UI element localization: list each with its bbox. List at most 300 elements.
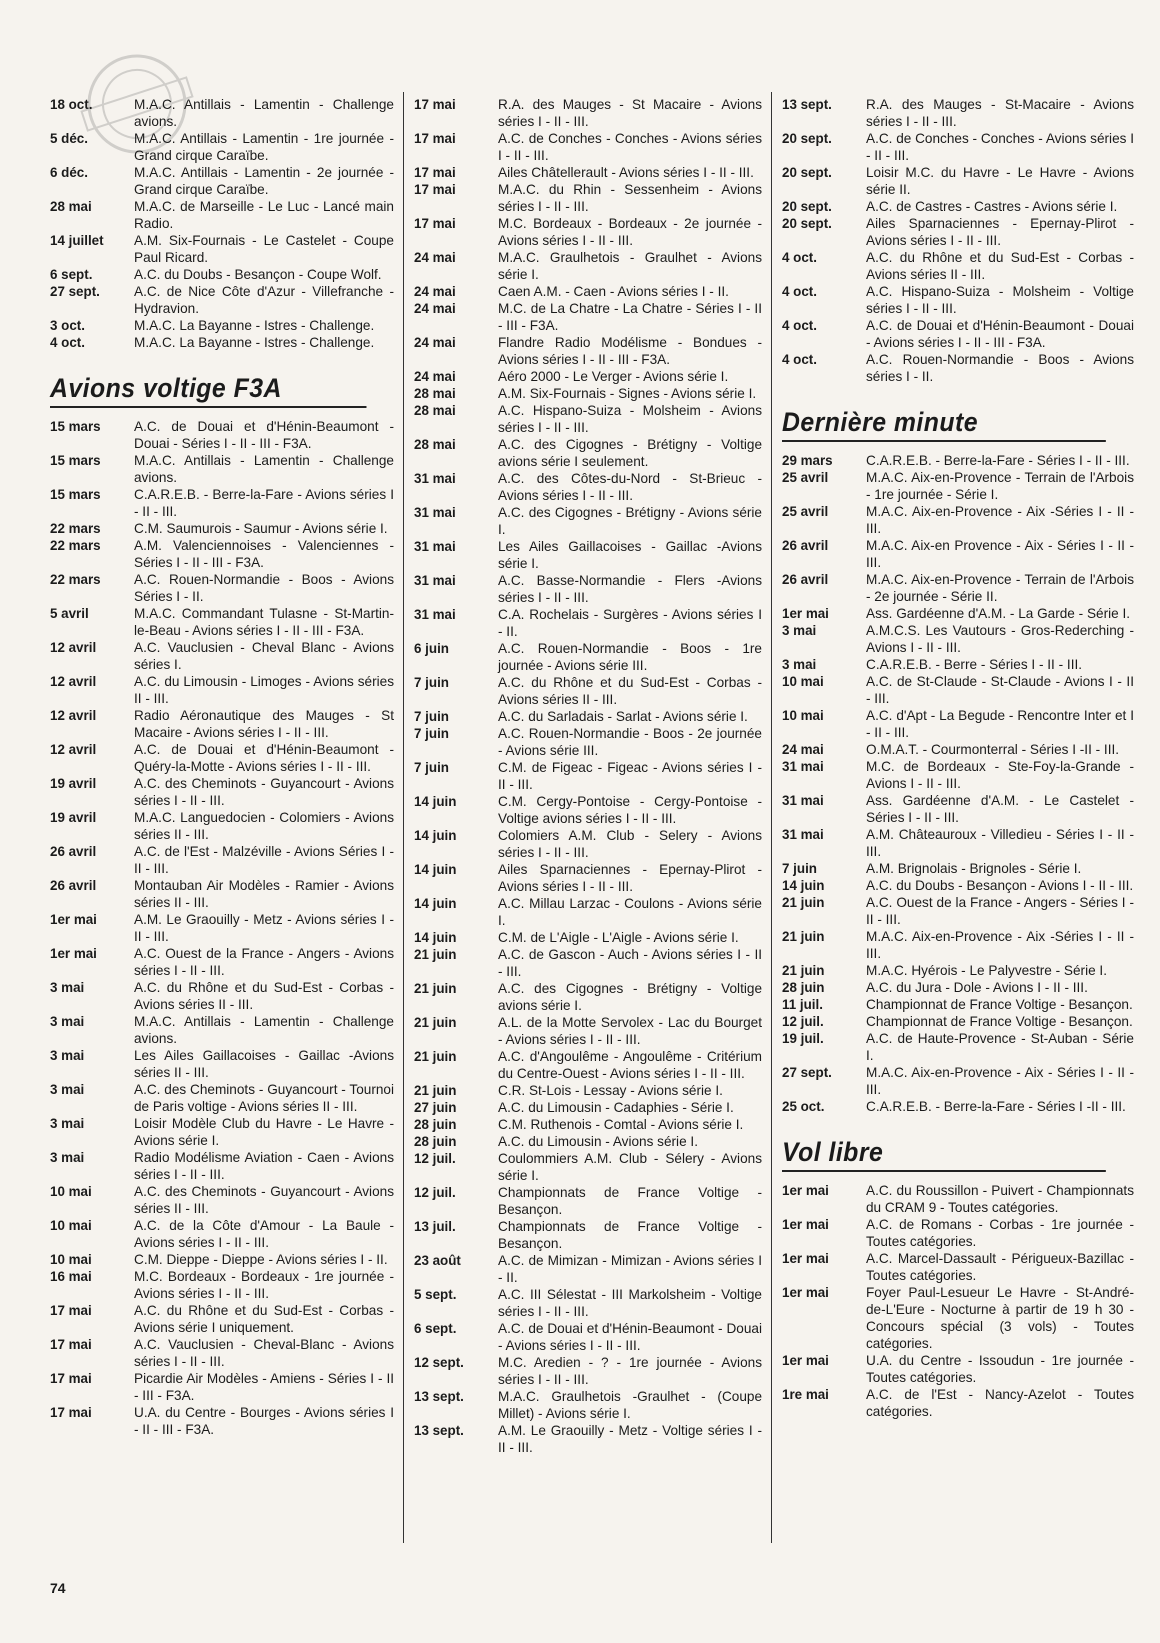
entry-description: M.A.C. Aix-en-Provence - Aix - Séries I - II - III. (866, 1065, 1134, 1097)
calendar-entry (50, 639, 394, 673)
entry-date: 10 mai (50, 1218, 92, 1233)
entry-description: A.C. d'Angoulême - Angoulême - Critérium du Centre-Ouest - Avions séries I - II - III. (498, 1049, 762, 1081)
entry-date: 21 juin (414, 981, 457, 996)
entry-description: A.C. Vauclusien - Cheval Blanc - Avions séries I. (134, 640, 394, 672)
entry-date: 1er mai (782, 1353, 829, 1368)
calendar-entry (50, 1302, 394, 1336)
calendar-entry (414, 1354, 762, 1388)
entry-description: A.C. de l'Est - Malzéville - Avions Séries I - II - III. (134, 844, 394, 876)
calendar-entry (782, 96, 1134, 130)
entry-description: C.M. Dieppe - Dieppe - Avions séries I - II. (134, 1252, 388, 1267)
calendar-entry (414, 1252, 762, 1286)
entry-date: 12 juil. (414, 1185, 456, 1200)
entry-description: Loisir M.C. du Havre - Le Havre - Avions série II. (866, 165, 1134, 197)
calendar-entry (50, 1115, 394, 1149)
entry-date: 17 mai (50, 1405, 92, 1420)
entry-date: 10 mai (782, 674, 824, 689)
entry-description: A.C. Rouen-Normandie - Boos - 1re journée - Avions série III. (498, 641, 762, 673)
entry-description: C.A. Rochelais - Surgères - Avions séries I - II. (498, 607, 762, 639)
calendar-entry (50, 605, 394, 639)
entry-description: M.A.C. Aix-en-Provence - Aix -Séries I - II - III. (866, 929, 1134, 961)
calendar-list (50, 96, 394, 351)
calendar-entry (414, 181, 762, 215)
entry-date: 21 juin (414, 1049, 457, 1064)
entry-description: A.C. de Douai et d'Hénin-Beaumont - Douai - Avions séries I - II - III. (498, 1321, 762, 1353)
entry-description: Les Ailes Gaillacoises - Gaillac -Avions série I. (498, 539, 762, 571)
entry-description: A.C. de Douai et d'Hénin-Beaumont - Douai - Avions séries I - II - III - F3A. (866, 318, 1134, 350)
entry-date: 27 juin (414, 1100, 457, 1115)
entry-description: A.C. de Nice Côte d'Azur - Villefranche - Hydravion. (134, 284, 394, 316)
entry-description: A.C. du Rhône et du Sud-Est - Corbas - Avions séries II - III. (866, 250, 1134, 282)
calendar-entry (782, 707, 1134, 741)
calendar-entry (50, 317, 394, 334)
calendar-entry (414, 725, 762, 759)
calendar-entry (782, 1064, 1134, 1098)
entry-description: M.A.C. Graulhetois - Graulhet - Avions série I. (498, 250, 762, 282)
entry-date: 13 sept. (782, 97, 832, 112)
entry-date: 23 août (414, 1253, 461, 1268)
entry-description: Championnat de France Voltige - Besançon. (866, 1014, 1133, 1029)
calendar-entry (50, 809, 394, 843)
entry-date: 3 mai (782, 657, 817, 672)
entry-description: Ass. Gardéenne d'A.M. - Le Castelet - Séries I - II - III. (866, 793, 1134, 825)
entry-description: A.C. des Cheminots - Guyancourt - Tournoi de Paris voltige - Avions séries II - III. (134, 1082, 394, 1114)
entry-date: 17 mai (50, 1337, 92, 1352)
calendar-list (782, 452, 1134, 1115)
calendar-entry (782, 503, 1134, 537)
calendar-entry (782, 758, 1134, 792)
calendar-entry (782, 537, 1134, 571)
entry-date: 4 oct. (782, 318, 817, 333)
calendar-entry (50, 452, 394, 486)
entry-description: A.M. Châteauroux - Villedieu - Séries I - II - III. (866, 827, 1134, 859)
entry-date: 1er mai (50, 946, 97, 961)
calendar-entry (414, 130, 762, 164)
entry-description: A.C. de la Côte d'Amour - La Baule - Avions séries I - II - III. (134, 1218, 394, 1250)
entry-description: A.C. du Rhône et du Sud-Est - Corbas - Avions séries II - III. (134, 980, 394, 1012)
entry-description: A.M. Valenciennoises - Valenciennes - Séries I - II - III - F3A. (134, 538, 394, 570)
entry-date: 1er mai (782, 1183, 829, 1198)
entry-description: A.C. des Cigognes - Brétigny - Voltige avions série I seulement. (498, 437, 762, 469)
calendar-entry (782, 249, 1134, 283)
entry-date: 14 juin (414, 828, 457, 843)
entry-date: 31 mai (782, 759, 824, 774)
entry-description: M.C. Bordeaux - Bordeaux - 1re journée - Avions séries I - II - III. (134, 1269, 394, 1301)
entry-description: M.A.C. La Bayanne - Istres - Challenge. (134, 335, 375, 350)
calendar-entry (50, 1251, 394, 1268)
calendar-entry (782, 996, 1134, 1013)
entry-date: 4 oct. (782, 284, 817, 299)
calendar-entry (782, 1216, 1134, 1250)
calendar-entry (50, 707, 394, 741)
calendar-entry (782, 1030, 1134, 1064)
entry-date: 3 mai (50, 1014, 85, 1029)
entry-date: 31 mai (414, 539, 456, 554)
entry-description: M.A.C. du Rhin - Sessenheim - Avions séries I - II - III. (498, 182, 762, 214)
entry-date: 5 sept. (414, 1287, 457, 1302)
entry-date: 31 mai (414, 505, 456, 520)
calendar-entry (782, 656, 1134, 673)
calendar-entry (782, 198, 1134, 215)
entry-description: A.M. Six-Fournais - Le Castelet - Coupe Paul Ricard. (134, 233, 394, 265)
entry-date: 20 sept. (782, 199, 832, 214)
calendar-entry (782, 962, 1134, 979)
calendar-entry (414, 1286, 762, 1320)
entry-date: 24 mai (414, 284, 456, 299)
entry-date: 26 avril (782, 538, 829, 553)
calendar-entry (414, 674, 762, 708)
entry-date: 1er mai (782, 1251, 829, 1266)
entry-description: A.C. du Rhône et du Sud-Est - Corbas - Avions séries II - III. (498, 675, 762, 707)
calendar-entry (50, 418, 394, 452)
entry-description: A.C. d'Apt - La Begude - Rencontre Inter et I - II - III. (866, 708, 1134, 740)
calendar-entry (50, 520, 394, 537)
calendar-entry (414, 249, 762, 283)
entry-description: R.A. des Mauges - St Macaire - Avions séries I - II - III. (498, 97, 762, 129)
calendar-entry (50, 1047, 394, 1081)
calendar-entry (50, 945, 394, 979)
entry-description: A.C. Marcel-Dassault - Périgueux-Bazillac - Toutes catégories. (866, 1251, 1134, 1283)
entry-date: 12 avril (50, 708, 97, 723)
entry-description: Ailes Sparnaciennes - Epernay-Plirot - Avions séries I - II - III. (498, 862, 762, 894)
entry-date: 13 sept. (414, 1389, 464, 1404)
entry-date: 20 sept. (782, 165, 832, 180)
entry-description: M.C. Aredien - ? - 1re journée - Avions séries I - II - III. (498, 1355, 762, 1387)
calendar-entry (50, 232, 394, 266)
entry-description: A.C. Rouen-Normandie - Boos - Avions séries I - II. (866, 352, 1134, 384)
entry-description: U.A. du Centre - Bourges - Avions séries I - II - III - F3A. (134, 1405, 394, 1437)
entry-description: A.C. du Rhône et du Sud-Est - Corbas - Avions série I uniquement. (134, 1303, 394, 1335)
entry-date: 1er mai (50, 912, 97, 927)
entry-date: 12 avril (50, 674, 97, 689)
entry-description: M.A.C. Aix-en Provence - Aix - Séries I - II - III. (866, 538, 1134, 570)
entry-description: Coulommiers A.M. Club - Sélery - Avions série I. (498, 1151, 762, 1183)
entry-description: Aéro 2000 - Le Verger - Avions série I. (498, 369, 729, 384)
calendar-entry (50, 283, 394, 317)
calendar-entry (50, 1149, 394, 1183)
entry-date: 19 avril (50, 776, 97, 791)
calendar-entry (414, 470, 762, 504)
entry-description: M.A.C. Commandant Tulasne - St-Martin-le-Beau - Avions séries I - II - III - F3A. (134, 606, 394, 638)
entry-description: A.C. du Limousin - Limoges - Avions séries II - III. (134, 674, 394, 706)
entry-date: 26 avril (50, 844, 97, 859)
calendar-entry (414, 1218, 762, 1252)
calendar-entry (782, 351, 1134, 385)
calendar-entry (414, 946, 762, 980)
entry-date: 26 avril (782, 572, 829, 587)
calendar-entry (50, 486, 394, 520)
calendar-entry (50, 1404, 394, 1438)
entry-date: 21 juin (782, 895, 825, 910)
calendar-entry (414, 215, 762, 249)
calendar-entry (782, 741, 1134, 758)
entry-description: A.C. de Douai et d'Hénin-Beaumont - Quéry-la-Motte - Avions séries I - II - III. (134, 742, 394, 774)
entry-date: 21 juin (414, 1015, 457, 1030)
entry-description: A.C. des Cigognes - Brétigny - Avions série I. (498, 505, 762, 537)
entry-description: C.A.R.E.B. - Berre-la-Fare - Avions séries I - II - III. (134, 487, 394, 519)
entry-date: 4 oct. (50, 335, 85, 350)
entry-description: A.C. du Sarladais - Sarlat - Avions série I. (498, 709, 748, 724)
entry-date: 31 mai (782, 793, 824, 808)
entry-date: 28 mai (414, 403, 456, 418)
calendar-entry (414, 1082, 762, 1099)
entry-description: C.M. Saumurois - Saumur - Avions série I. (134, 521, 388, 536)
calendar-entry (50, 843, 394, 877)
calendar-entry (414, 1116, 762, 1133)
calendar-entry (782, 979, 1134, 996)
calendar-entry (50, 1183, 394, 1217)
entry-description: A.M.C.S. Les Vautours - Gros-Rederching - Avions I - II - III. (866, 623, 1134, 655)
calendar-entry (782, 571, 1134, 605)
calendar-entry (782, 130, 1134, 164)
calendar-entry (414, 1320, 762, 1354)
entry-date: 19 juil. (782, 1031, 824, 1046)
entry-description: A.C. Millau Larzac - Coulons - Avions série I. (498, 896, 762, 928)
calendar-entry (414, 538, 762, 572)
entry-description: M.A.C. Aix-en-Provence - Terrain de l'Arbois - 2e journée - Série II. (866, 572, 1134, 604)
calendar-entry (50, 741, 394, 775)
entry-date: 13 juil. (414, 1219, 456, 1234)
calendar-entry (50, 1081, 394, 1115)
entry-description: M.A.C. Antillais - Lamentin - Challenge avions. (134, 453, 394, 485)
calendar-entry (414, 164, 762, 181)
calendar-entry (50, 1217, 394, 1251)
calendar-entry (782, 1098, 1134, 1115)
entry-date: 24 mai (414, 369, 456, 384)
entry-description: A.C. Rouen-Normandie - Boos - 2e journée - Avions série III. (498, 726, 762, 758)
entry-date: 3 mai (50, 1116, 85, 1131)
calendar-entry (50, 164, 394, 198)
column-divider (403, 92, 404, 1543)
entry-date: 14 juillet (50, 233, 104, 248)
calendar-list (782, 1182, 1134, 1420)
calendar-entry (782, 1352, 1134, 1386)
entry-date: 27 sept. (50, 284, 100, 299)
entry-date: 13 sept. (414, 1423, 464, 1438)
entry-description: A.C. Ouest de la France - Angers - Avions séries I - II - III. (134, 946, 394, 978)
calendar-entry (414, 283, 762, 300)
entry-date: 3 oct. (50, 318, 85, 333)
entry-description: A.C. de Gascon - Auch - Avions séries I - II - III. (498, 947, 762, 979)
entry-description: C.R. St-Lois - Lessay - Avions série I. (498, 1083, 723, 1098)
entry-description: C.A.R.E.B. - Berre - Séries I - II - III. (866, 657, 1083, 672)
entry-date: 15 mars (50, 487, 101, 502)
entry-description: A.C. III Sélestat - III Markolsheim - Voltige séries I - II - III. (498, 1287, 762, 1319)
calendar-entry (414, 385, 762, 402)
entry-description: Radio Modélisme Aviation - Caen - Avions séries I - II - III. (134, 1150, 394, 1182)
entry-date: 21 juin (414, 947, 457, 962)
calendar-list (782, 96, 1134, 385)
calendar-entry (50, 1370, 394, 1404)
entry-description: A.C. Rouen-Normandie - Boos - Avions Séries I - II. (134, 572, 394, 604)
calendar-entry (414, 640, 762, 674)
entry-description: A.C. Vauclusien - Cheval-Blanc - Avions séries I - II - III. (134, 1337, 394, 1369)
calendar-entry (50, 979, 394, 1013)
entry-description: M.A.C. Languedocien - Colomiers - Avions séries II - III. (134, 810, 394, 842)
section-heading-vol-libre: Vol libre (782, 1137, 1106, 1172)
entry-description: M.A.C. Antillais - Lamentin - Challenge avions. (134, 97, 394, 129)
entry-date: 17 mai (50, 1303, 92, 1318)
entry-description: A.C. du Roussillon - Puivert - Championnats du CRAM 9 - Toutes catégories. (866, 1183, 1134, 1215)
entry-date: 7 juin (414, 675, 449, 690)
column-2 (414, 96, 762, 1456)
calendar-entry (782, 673, 1134, 707)
calendar-entry (414, 334, 762, 368)
entry-date: 22 mars (50, 572, 101, 587)
entry-description: Championnats de France Voltige - Besançon. (498, 1185, 762, 1217)
entry-description: U.A. du Centre - Issoudun - 1re journée - Toutes catégories. (866, 1353, 1134, 1385)
entry-description: M.A.C. Antillais - Lamentin - 1re journée - Grand cirque Caraïbe. (134, 131, 394, 163)
entry-description: Colomiers A.M. Club - Selery - Avions séries I - II - III. (498, 828, 762, 860)
entry-description: A.C. Hispano-Suiza - Molsheim - Avions séries I - II - III. (498, 403, 762, 435)
section-heading-avions-voltige: Avions voltige F3A (50, 373, 366, 408)
calendar-entry (782, 215, 1134, 249)
calendar-entry (414, 1133, 762, 1150)
entry-description: Championnat de France Voltige - Besançon. (866, 997, 1133, 1012)
calendar-entry (782, 622, 1134, 656)
entry-description: A.C. des Côtes-du-Nord - St-Brieuc - Avions séries I - II - III. (498, 471, 762, 503)
entry-date: 31 mai (414, 607, 456, 622)
entry-date: 19 avril (50, 810, 97, 825)
entry-date: 28 mai (414, 386, 456, 401)
entry-description: M.A.C. Antillais - Lamentin - Challenge avions. (134, 1014, 394, 1046)
entry-description: C.A.R.E.B. - Berre-la-Fare - Séries I -II - III. (866, 1099, 1126, 1114)
entry-description: A.C. de Conches - Conches - Avions séries I - II - III. (866, 131, 1134, 163)
entry-description: C.M. de Figeac - Figeac - Avions séries I - II - III. (498, 760, 762, 792)
entry-date: 1re mai (782, 1387, 829, 1402)
entry-date: 17 mai (414, 97, 456, 112)
section-heading-derniere-minute: Dernière minute (782, 407, 1106, 442)
entry-date: 10 mai (782, 708, 824, 723)
entry-description: A.C. de St-Claude - St-Claude - Avions I - II - III. (866, 674, 1134, 706)
entry-date: 17 mai (414, 216, 456, 231)
entry-date: 3 mai (50, 980, 85, 995)
entry-date: 28 mai (414, 437, 456, 452)
calendar-entry (414, 1422, 762, 1456)
calendar-entry (414, 1099, 762, 1116)
entry-description: O.M.A.T. - Courmonterral - Séries I -II - III. (866, 742, 1120, 757)
calendar-entry (782, 1284, 1134, 1352)
calendar-entry (414, 895, 762, 929)
calendar-entry (50, 571, 394, 605)
calendar-entry (50, 1013, 394, 1047)
calendar-entry (414, 96, 762, 130)
entry-description: A.C. de Conches - Conches - Avions séries I - II - III. (498, 131, 762, 163)
entry-date: 31 mai (782, 827, 824, 842)
entry-date: 3 mai (782, 623, 817, 638)
calendar-list (50, 418, 394, 1438)
entry-date: 16 mai (50, 1269, 92, 1284)
entry-description: A.C. des Cheminots - Guyancourt - Avions séries I - II - III. (134, 776, 394, 808)
entry-date: 4 oct. (782, 250, 817, 265)
entry-date: 1er mai (782, 1217, 829, 1232)
entry-date: 25 avril (782, 470, 829, 485)
entry-date: 21 juin (414, 1083, 457, 1098)
entry-date: 21 juin (782, 929, 825, 944)
entry-date: 27 sept. (782, 1065, 832, 1080)
entry-date: 20 sept. (782, 216, 832, 231)
entry-date: 3 mai (50, 1150, 85, 1165)
entry-date: 28 juin (414, 1134, 457, 1149)
calendar-entry (50, 537, 394, 571)
entry-date: 25 avril (782, 504, 829, 519)
entry-date: 10 mai (50, 1252, 92, 1267)
entry-date: 1er mai (782, 606, 829, 621)
entry-date: 12 avril (50, 742, 97, 757)
column-1 (50, 96, 394, 1438)
entry-date: 7 juin (414, 760, 449, 775)
entry-date: 7 juin (782, 861, 817, 876)
entry-date: 18 oct. (50, 97, 93, 112)
entry-date: 12 juil. (782, 1014, 824, 1029)
entry-date: 31 mai (414, 471, 456, 486)
calendar-entry (414, 572, 762, 606)
entry-date: 24 mai (414, 250, 456, 265)
entry-date: 29 mars (782, 453, 833, 468)
entry-date: 12 avril (50, 640, 97, 655)
calendar-entry (50, 911, 394, 945)
calendar-entry (782, 283, 1134, 317)
entry-date: 14 juin (414, 896, 457, 911)
entry-description: A.M. Le Graouilly - Metz - Avions séries I - II - III. (134, 912, 394, 944)
entry-description: A.M. Le Graouilly - Metz - Voltige séries I - II - III. (498, 1423, 762, 1455)
entry-date: 17 mai (414, 131, 456, 146)
calendar-entry (414, 1150, 762, 1184)
calendar-entry (414, 980, 762, 1014)
entry-description: Loisir Modèle Club du Havre - Le Havre - Avions série I. (134, 1116, 394, 1148)
entry-date: 24 mai (414, 301, 456, 316)
entry-description: Ailes Sparnaciennes - Epernay-Plirot - Avions séries I - II - III. (866, 216, 1134, 248)
entry-date: 10 mai (50, 1184, 92, 1199)
entry-description: M.A.C. Aix-en-Provence - Terrain de l'Arbois - 1re journée - Série I. (866, 470, 1134, 502)
entry-date: 6 sept. (414, 1321, 457, 1336)
calendar-entry (782, 164, 1134, 198)
entry-description: A.C. du Limousin - Avions série I. (498, 1134, 698, 1149)
calendar-entry (414, 1184, 762, 1218)
calendar-entry (782, 469, 1134, 503)
entry-description: Picardie Air Modèles - Amiens - Séries I - II - III - F3A. (134, 1371, 394, 1403)
entry-description: A.C. Ouest de la France - Angers - Séries I - II - III. (866, 895, 1134, 927)
entry-description: Les Ailes Gaillacoises - Gaillac -Avions séries II - III. (134, 1048, 394, 1080)
entry-date: 22 mars (50, 521, 101, 536)
calendar-entry (414, 929, 762, 946)
entry-date: 28 mai (50, 199, 92, 214)
entry-date: 28 juin (782, 980, 825, 995)
entry-date: 7 juin (414, 726, 449, 741)
entry-description: M.A.C. La Bayanne - Istres - Challenge. (134, 318, 375, 333)
entry-date: 5 avril (50, 606, 89, 621)
entry-description: A.L. de la Motte Servolex - Lac du Bourget - Avions séries I - II - III. (498, 1015, 762, 1047)
entry-date: 7 juin (414, 709, 449, 724)
calendar-entry (782, 877, 1134, 894)
calendar-entry (782, 928, 1134, 962)
entry-description: A.C. de l'Est - Nancy-Azelot - Toutes catégories. (866, 1387, 1134, 1419)
entry-description: Caen A.M. - Caen - Avions séries I - II. (498, 284, 729, 299)
entry-description: A.C. de Haute-Provence - St-Auban - Série I. (866, 1031, 1134, 1063)
entry-date: 20 sept. (782, 131, 832, 146)
entry-description: A.C. des Cheminots - Guyancourt - Avions séries II - III. (134, 1184, 394, 1216)
entry-date: 22 mars (50, 538, 101, 553)
entry-date: 28 juin (414, 1117, 457, 1132)
entry-date: 24 mai (414, 335, 456, 350)
entry-description: M.A.C. Graulhetois -Graulhet - (Coupe Millet) - Avions série I. (498, 1389, 762, 1421)
entry-date: 14 juin (414, 862, 457, 877)
entry-description: M.A.C. de Marseille - Le Luc - Lancé main Radio. (134, 199, 394, 231)
entry-date: 4 oct. (782, 352, 817, 367)
calendar-entry (414, 1014, 762, 1048)
calendar-entry (782, 860, 1134, 877)
entry-date: 14 juin (414, 930, 457, 945)
